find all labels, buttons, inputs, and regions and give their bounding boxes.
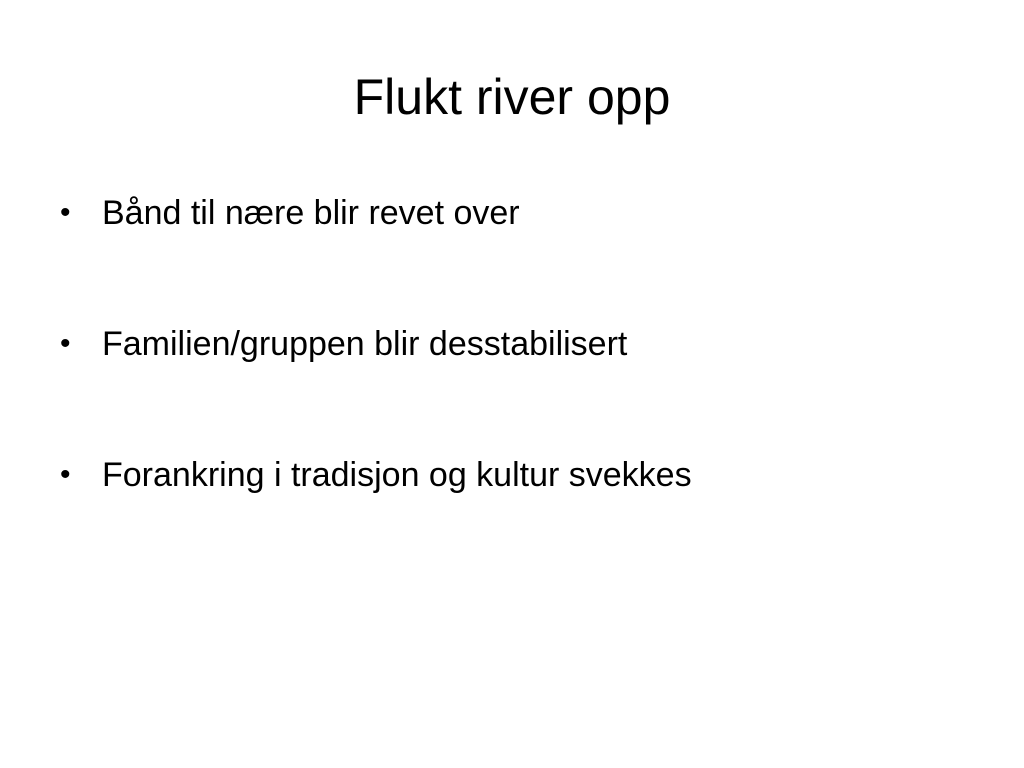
bullet-icon: • xyxy=(60,458,71,491)
bullet-icon: • xyxy=(60,196,71,229)
bullet-icon: • xyxy=(60,327,71,360)
bullet-text: Familien/gruppen blir desstabilisert xyxy=(102,325,628,363)
slide-title: Flukt river opp xyxy=(353,69,671,125)
bullet-text: Bånd til nære blir revet over xyxy=(102,194,520,232)
bullet-text: Forankring i tradisjon og kultur svekkes xyxy=(102,456,692,494)
